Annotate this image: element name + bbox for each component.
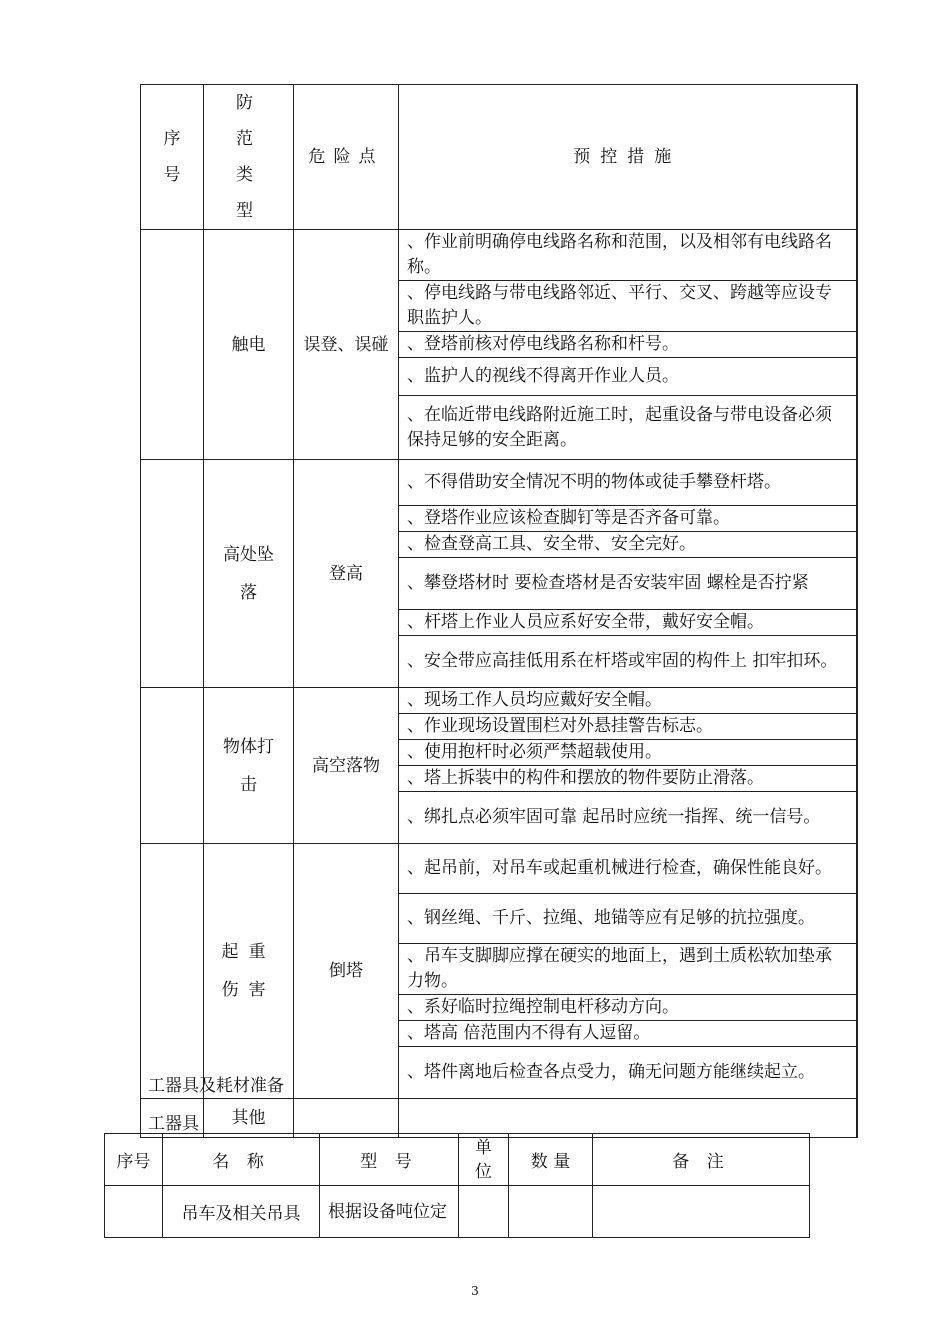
risk-point-cell: 登高 [294,460,399,688]
measure-cell: 、登塔作业应该检查脚钉等是否齐备可靠。 [399,506,857,532]
measure-cell: 、作业前明确停电线路名称和范围，以及相邻有电线路名称。 [399,230,857,281]
table-row [141,688,857,714]
table-row [105,1186,810,1238]
measure-cell: 、在临近带电线路附近施工时，起重设备与带电设备必须保持足够的安全距离。 [399,396,857,460]
measure-cell: 、监护人的视线不得离开作业人员。 [399,358,857,396]
measure-cell: 、攀登塔材时 要检查塔材是否安装牢固 螺栓是否拧紧 [399,558,857,610]
risk-type-cell: 其他 [204,1099,294,1138]
measure-cell: 、登塔前核对停电线路名称和杆号。 [399,332,857,358]
measure-cell: 、塔上拆装中的构件和摆放的物件要防止滑落。 [399,766,857,792]
measure-cell: 、吊车支脚脚应撑在硬实的地面上，遇到土质松软加垫承力物。 [399,944,857,995]
measure-cell: 、检查登高工具、安全带、安全完好。 [399,532,857,558]
tool-seq [105,1186,163,1238]
header-measures: 预控措施 [399,85,857,230]
measure-cell: 、不得借助安全情况不明的物体或徒手攀登杆塔。 [399,460,857,506]
measure-cell [399,1099,857,1138]
risk-control-table [140,84,858,1138]
tools-header-seq: 序号 [105,1134,163,1186]
page-number: 3 [471,1284,479,1298]
measure-cell: 、作业现场设置围栏对外悬挂警告标志。 [399,714,857,740]
table-row [141,460,857,506]
risk-type-cell: 物体打击 [204,688,294,844]
table-row [141,844,857,894]
table-row [141,230,857,281]
measure-cell: 、系好临时拉绳控制电杆移动方向。 [399,995,857,1021]
risk-seq-cell [141,688,204,844]
measure-cell: 、起吊前，对吊车或起重机械进行检查，确保性能良好。 [399,844,857,894]
risk-type-cell: 起重伤害 [204,844,294,1099]
risk-seq-cell [141,844,204,1099]
risk-table-header [141,85,857,230]
risk-point-cell: 高空落物 [294,688,399,844]
tools-header-qty: 数 量 [509,1134,593,1186]
measure-cell: 、使用抱杆时必须严禁超载使用。 [399,740,857,766]
measure-cell: 、钢丝绳、千斤、拉绳、地锚等应有足够的抗拉强度。 [399,894,857,944]
measure-cell: 、塔高 倍范围内不得有人逗留。 [399,1021,857,1047]
tools-header-name: 名 称 [163,1134,320,1186]
measure-cell: 、杆塔上作业人员应系好安全带，戴好安全帽。 [399,610,857,636]
tools-header-model: 型 号 [320,1134,459,1186]
tool-name: 吊车及相关吊具 [163,1186,320,1238]
measure-cell: 、绑扎点必须牢固可靠 起吊时应统一指挥、统一信号。 [399,792,857,844]
risk-point-cell: 倒塔 [294,844,399,1099]
section-title: 工器具及耗材准备 [148,1076,284,1096]
tools-table-header [105,1134,810,1186]
header-point: 危险点 [294,85,399,230]
tools-header-unit: 单位 [459,1134,509,1186]
tool-note [593,1186,810,1238]
risk-type-cell: 高处坠落 [204,460,294,688]
tool-unit [459,1186,509,1238]
risk-point-cell: 误登、误碰 [294,230,399,460]
measure-cell: 、安全带应高挂低用系在杆塔或牢固的构件上 扣牢扣环。 [399,636,857,688]
subsection-title: 工器具 [148,1114,199,1134]
risk-seq-cell [141,460,204,688]
header-seq: 序号 [141,85,204,230]
tools-table [104,1133,810,1238]
header-type: 防范类型 [204,85,294,230]
measure-cell: 、塔件离地后检查各点受力，确无问题方能继续起立。 [399,1047,857,1099]
tool-model: 根据设备吨位定 [320,1186,459,1238]
table-row [141,1099,857,1138]
measure-cell: 、停电线路与带电线路邻近、平行、交叉、跨越等应设专职监护人。 [399,281,857,332]
risk-seq-cell [141,230,204,460]
tools-header-note: 备 注 [593,1134,810,1186]
measure-cell: 、现场工作人员均应戴好安全帽。 [399,688,857,714]
risk-point-cell [294,1099,399,1138]
tool-qty [509,1186,593,1238]
risk-type-cell: 触电 [204,230,294,460]
